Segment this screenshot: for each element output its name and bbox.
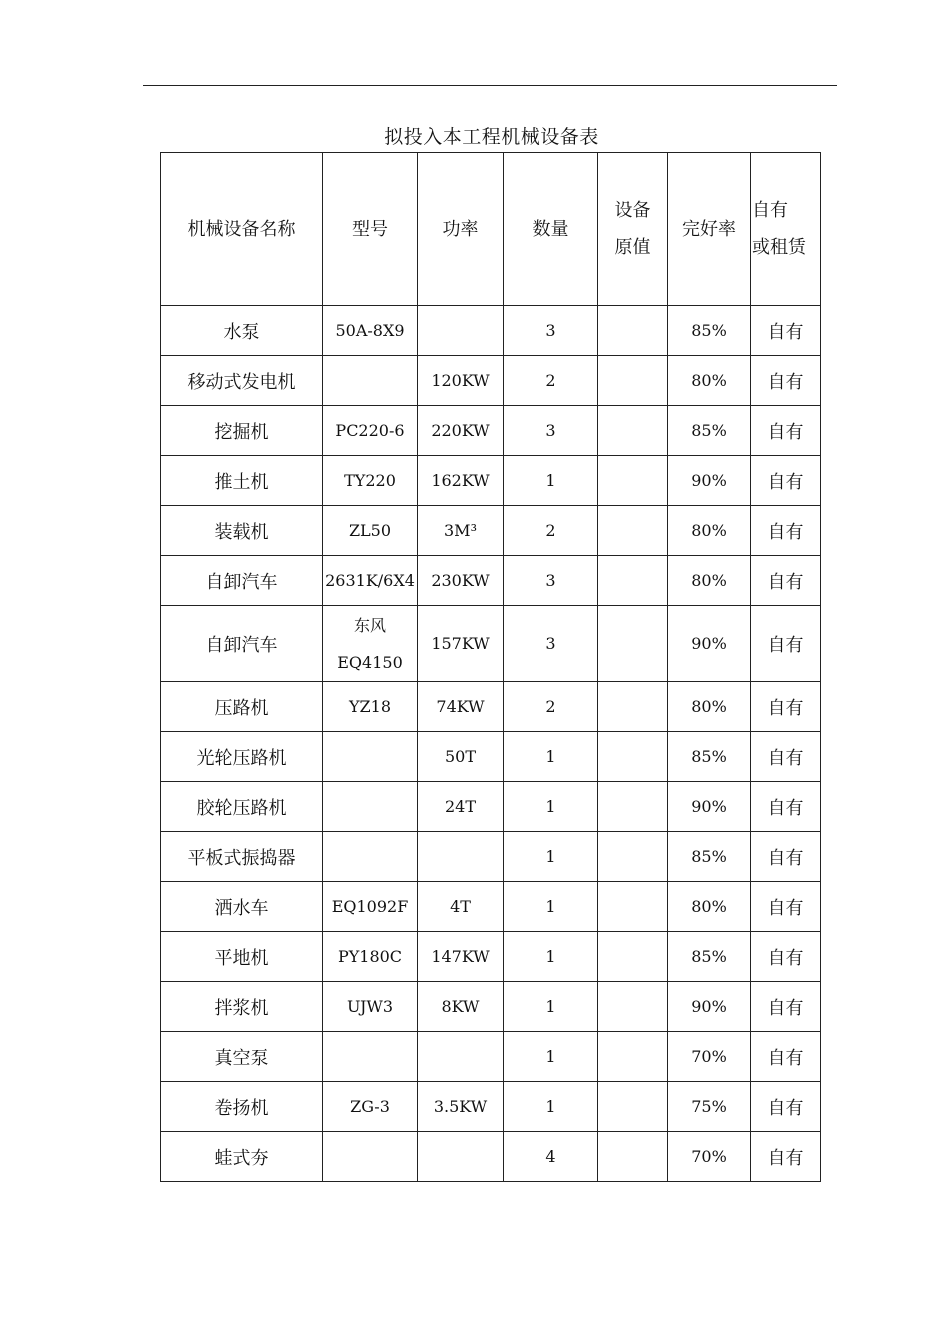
cell-rate [668, 1082, 751, 1132]
cell-own [751, 882, 821, 932]
cell-power [418, 1132, 504, 1182]
cell-model [323, 932, 418, 982]
cell-value [598, 882, 668, 932]
cell-own-text: 自有 [767, 1147, 804, 1169]
cell-qty [504, 1032, 598, 1082]
cell-power-text: 4T [450, 897, 471, 916]
table-row [161, 506, 821, 556]
cell-power [418, 406, 504, 456]
cell-name-text: 平板式振捣器 [187, 847, 296, 869]
cell-name [161, 456, 323, 506]
cell-name [161, 606, 323, 682]
cell-power [418, 1032, 504, 1082]
cell-model [323, 506, 418, 556]
table-row [161, 1132, 821, 1182]
cell-rate [668, 456, 751, 506]
cell-name [161, 732, 323, 782]
cell-rate-text: 85% [691, 947, 727, 966]
cell-rate-text: 75% [691, 1097, 727, 1116]
cell-power [418, 556, 504, 606]
cell-qty-text: 1 [545, 947, 556, 966]
cell-own [751, 356, 821, 406]
cell-own [751, 456, 821, 506]
cell-own [751, 982, 821, 1032]
cell-name-text: 自卸汽车 [205, 571, 278, 593]
header-qty: 数量 [504, 153, 598, 306]
cell-name-text: 拌浆机 [214, 997, 269, 1019]
cell-qty [504, 932, 598, 982]
cell-rate-text: 80% [691, 521, 727, 540]
cell-qty [504, 732, 598, 782]
cell-model [323, 832, 418, 882]
cell-qty [504, 606, 598, 682]
cell-own-text: 自有 [767, 747, 804, 769]
cell-power-text: 3.5KW [433, 1097, 488, 1116]
table-row [161, 982, 821, 1032]
table-row [161, 456, 821, 506]
table-row [161, 682, 821, 732]
cell-model-text: TY220 [344, 471, 396, 490]
cell-own-text: 自有 [767, 321, 804, 343]
cell-rate [668, 932, 751, 982]
cell-own [751, 682, 821, 732]
cell-own [751, 932, 821, 982]
table-row [161, 1032, 821, 1082]
cell-model-text: 东风 EQ4150 [337, 615, 403, 672]
cell-name-text: 卷扬机 [214, 1097, 269, 1119]
cell-model-text: ZL50 [348, 521, 392, 540]
cell-model [323, 356, 418, 406]
cell-value [598, 406, 668, 456]
table-row [161, 606, 821, 682]
cell-value [598, 682, 668, 732]
table-row [161, 406, 821, 456]
cell-power [418, 506, 504, 556]
cell-qty-text: 1 [545, 1097, 556, 1116]
cell-own [751, 406, 821, 456]
cell-qty [504, 1132, 598, 1182]
header-power: 功率 [418, 153, 504, 306]
header-name: 机械设备名称 [161, 153, 323, 306]
cell-qty [504, 556, 598, 606]
cell-value [598, 606, 668, 682]
cell-name [161, 356, 323, 406]
cell-name-text: 光轮压路机 [196, 747, 287, 769]
cell-name [161, 1082, 323, 1132]
cell-power-text: 50T [444, 747, 477, 766]
cell-rate [668, 1132, 751, 1182]
cell-own [751, 782, 821, 832]
header-own: 自有 或租赁 [751, 153, 821, 306]
cell-model-text: 2631K/6X4 [325, 571, 415, 590]
cell-qty [504, 832, 598, 882]
cell-own-text: 自有 [767, 634, 804, 656]
cell-qty-text: 1 [545, 997, 556, 1016]
cell-qty-text: 1 [545, 747, 556, 766]
cell-own-text: 自有 [767, 571, 804, 593]
cell-power-text: 8KW [441, 997, 480, 1016]
cell-own-text: 自有 [767, 897, 804, 919]
cell-own-text: 自有 [767, 947, 804, 969]
cell-power [418, 682, 504, 732]
cell-value [598, 982, 668, 1032]
cell-model-text: PY180C [337, 947, 403, 966]
cell-value [598, 506, 668, 556]
cell-power-text: 24T [444, 797, 477, 816]
cell-power [418, 732, 504, 782]
cell-rate [668, 682, 751, 732]
cell-own-text: 自有 [767, 1047, 804, 1069]
cell-rate-text: 70% [691, 1147, 727, 1166]
cell-name [161, 1132, 323, 1182]
cell-rate-text: 90% [691, 471, 727, 490]
cell-own [751, 306, 821, 356]
cell-rate [668, 1032, 751, 1082]
cell-value [598, 782, 668, 832]
table-row [161, 356, 821, 406]
cell-value [598, 732, 668, 782]
cell-qty-text: 3 [545, 421, 556, 440]
cell-power [418, 982, 504, 1032]
cell-name [161, 506, 323, 556]
cell-name-text: 胶轮压路机 [196, 797, 287, 819]
cell-qty-text: 1 [545, 1047, 556, 1066]
cell-own-text: 自有 [767, 697, 804, 719]
cell-name [161, 682, 323, 732]
cell-model-text: YZ18 [348, 697, 392, 716]
cell-name-text: 水泵 [223, 321, 260, 343]
cell-name-text: 挖掘机 [214, 421, 269, 443]
cell-model [323, 606, 418, 682]
cell-power [418, 306, 504, 356]
cell-rate [668, 306, 751, 356]
cell-own-text: 自有 [767, 997, 804, 1019]
cell-own [751, 1132, 821, 1182]
cell-rate [668, 832, 751, 882]
cell-model [323, 682, 418, 732]
cell-rate [668, 506, 751, 556]
cell-own [751, 1032, 821, 1082]
cell-own-text: 自有 [767, 421, 804, 443]
cell-qty [504, 356, 598, 406]
cell-qty-text: 2 [545, 521, 556, 540]
cell-own-text: 自有 [767, 1097, 804, 1119]
cell-rate-text: 90% [691, 797, 727, 816]
cell-qty [504, 456, 598, 506]
cell-value [598, 1132, 668, 1182]
cell-power [418, 456, 504, 506]
cell-model-text: ZG-3 [350, 1097, 390, 1116]
cell-value [598, 306, 668, 356]
cell-value [598, 1032, 668, 1082]
cell-own-text: 自有 [767, 521, 804, 543]
cell-model [323, 882, 418, 932]
cell-power [418, 932, 504, 982]
cell-power [418, 1082, 504, 1132]
table-row [161, 306, 821, 356]
cell-model [323, 1082, 418, 1132]
cell-power-text: 162KW [431, 471, 490, 490]
cell-own [751, 506, 821, 556]
cell-model-text: EQ1092F [331, 897, 409, 916]
cell-value [598, 1082, 668, 1132]
table-body [161, 306, 821, 1182]
cell-qty [504, 982, 598, 1032]
document-title: 拟投入本工程机械设备表 [384, 126, 599, 148]
cell-power [418, 356, 504, 406]
cell-rate [668, 982, 751, 1032]
cell-rate-text: 85% [691, 847, 727, 866]
cell-name [161, 932, 323, 982]
cell-model [323, 1032, 418, 1082]
cell-power-text: 3M³ [444, 521, 477, 540]
table-row [161, 832, 821, 882]
cell-rate [668, 406, 751, 456]
cell-rate-text: 80% [691, 371, 727, 390]
cell-qty-text: 2 [545, 697, 556, 716]
cell-own [751, 556, 821, 606]
cell-power-text: 120KW [431, 371, 490, 390]
cell-model [323, 406, 418, 456]
cell-rate-text: 80% [691, 897, 727, 916]
header-value: 设备 原值 [598, 153, 668, 306]
cell-model [323, 556, 418, 606]
cell-rate [668, 732, 751, 782]
cell-qty [504, 882, 598, 932]
cell-qty [504, 682, 598, 732]
cell-power-text: 220KW [431, 421, 490, 440]
cell-power [418, 606, 504, 682]
cell-name-text: 压路机 [214, 697, 269, 719]
cell-model-text: 50A-8X9 [335, 321, 405, 340]
cell-name [161, 882, 323, 932]
cell-value [598, 456, 668, 506]
cell-own-text: 自有 [767, 371, 804, 393]
cell-model [323, 456, 418, 506]
cell-value [598, 832, 668, 882]
cell-name-text: 洒水车 [214, 897, 269, 919]
cell-qty-text: 1 [545, 471, 556, 490]
cell-name-text: 蛙式夯 [214, 1147, 269, 1169]
table-row [161, 556, 821, 606]
cell-name-text: 平地机 [214, 947, 269, 969]
cell-qty-text: 2 [545, 371, 556, 390]
cell-name-text: 真空泵 [214, 1047, 269, 1069]
cell-qty-text: 4 [545, 1147, 556, 1166]
header-model: 型号 [323, 153, 418, 306]
table-row [161, 782, 821, 832]
cell-name [161, 556, 323, 606]
cell-model-text: PC220-6 [335, 421, 405, 440]
header-row [161, 153, 821, 306]
cell-own-text: 自有 [767, 471, 804, 493]
cell-qty-text: 3 [545, 571, 556, 590]
cell-model [323, 732, 418, 782]
cell-rate [668, 782, 751, 832]
cell-rate-text: 80% [691, 571, 727, 590]
cell-power-text: 147KW [431, 947, 490, 966]
cell-name [161, 782, 323, 832]
cell-model [323, 306, 418, 356]
cell-value [598, 356, 668, 406]
cell-model [323, 782, 418, 832]
cell-qty-text: 1 [545, 897, 556, 916]
cell-rate-text: 85% [691, 321, 727, 340]
cell-power-text: 74KW [436, 697, 485, 716]
cell-qty [504, 306, 598, 356]
table-row [161, 932, 821, 982]
cell-rate [668, 556, 751, 606]
equipment-table [160, 152, 821, 1182]
cell-model-text: UJW3 [346, 997, 394, 1016]
cell-qty-text: 3 [545, 321, 556, 340]
cell-name [161, 982, 323, 1032]
cell-name-text: 自卸汽车 [205, 634, 278, 656]
cell-own-text: 自有 [767, 847, 804, 869]
table-row [161, 732, 821, 782]
header-rule [143, 85, 837, 86]
cell-rate [668, 356, 751, 406]
cell-power-text: 230KW [431, 571, 490, 590]
cell-name [161, 832, 323, 882]
cell-own [751, 832, 821, 882]
cell-name-text: 推土机 [214, 471, 269, 493]
cell-rate [668, 606, 751, 682]
cell-rate-text: 70% [691, 1047, 727, 1066]
cell-rate [668, 882, 751, 932]
cell-rate-text: 85% [691, 421, 727, 440]
cell-own [751, 732, 821, 782]
cell-name [161, 1032, 323, 1082]
cell-rate-text: 85% [691, 747, 727, 766]
cell-qty [504, 782, 598, 832]
cell-power [418, 832, 504, 882]
cell-rate-text: 90% [691, 634, 727, 653]
cell-name [161, 406, 323, 456]
cell-rate-text: 80% [691, 697, 727, 716]
cell-qty-text: 1 [545, 797, 556, 816]
cell-rate-text: 90% [691, 997, 727, 1016]
table-row [161, 1082, 821, 1132]
cell-power [418, 882, 504, 932]
cell-value [598, 556, 668, 606]
cell-power [418, 782, 504, 832]
cell-model [323, 982, 418, 1032]
cell-value [598, 932, 668, 982]
cell-model [323, 1132, 418, 1182]
cell-qty [504, 406, 598, 456]
cell-qty-text: 3 [545, 634, 556, 653]
table-row [161, 882, 821, 932]
cell-qty [504, 1082, 598, 1132]
cell-own-text: 自有 [767, 797, 804, 819]
cell-name-text: 移动式发电机 [187, 371, 296, 393]
header-rate: 完好率 [668, 153, 751, 306]
cell-power-text: 157KW [431, 634, 490, 653]
cell-own [751, 606, 821, 682]
cell-own [751, 1082, 821, 1132]
cell-name-text: 装载机 [214, 521, 269, 543]
cell-qty-text: 1 [545, 847, 556, 866]
cell-qty [504, 506, 598, 556]
cell-name [161, 306, 323, 356]
